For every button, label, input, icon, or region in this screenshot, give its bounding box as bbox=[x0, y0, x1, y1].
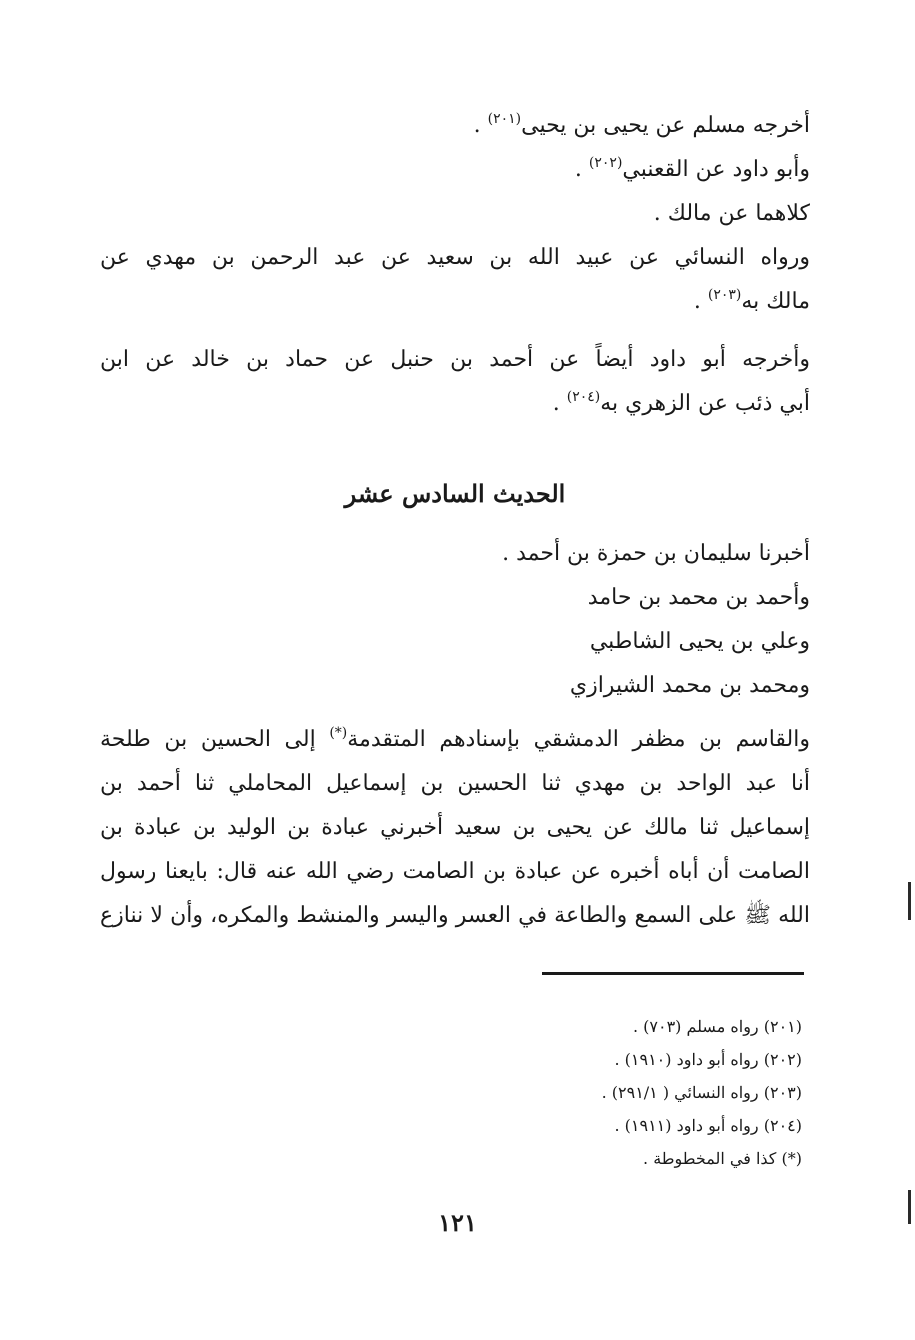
text-line: أخرجه مسلم عن يحيى بن يحيى$^{(٢٠١)}$ . bbox=[473, 111, 810, 138]
footnote-ref[interactable]: (*) bbox=[329, 725, 348, 741]
footnote: (٢٠١) رواه مسلم (٧٠٣) . bbox=[632, 1017, 802, 1036]
text-line: وأخرجه أبو داود أيضاً عن أحمد بن حنبل عن حماد بن خالد عن ابن bbox=[100, 347, 810, 372]
footnote-divider bbox=[542, 972, 804, 975]
hadith-text bbox=[100, 718, 810, 938]
text-line: ورواه النسائي عن عبيد الله بن سعيد عن عبد الرحمن بن مهدي عن bbox=[100, 245, 810, 270]
text-line: وأبو داود عن القعنبي$^{(٢٠٢)}$ . bbox=[574, 155, 810, 182]
text-line: أبي ذئب عن الزهري به$^{(٢٠٤)}$ . bbox=[552, 389, 810, 416]
footnote-ref[interactable]: (٢٠٣) bbox=[707, 287, 742, 303]
text-line: مالك به$^{(٢٠٣)}$ . bbox=[693, 287, 810, 314]
footnote: (٢٠٤) رواه أبو داود (١٩١١) . bbox=[614, 1116, 802, 1135]
footnote-ref[interactable]: (٢٠٤) bbox=[566, 389, 601, 405]
scan-edge-mark bbox=[908, 882, 911, 920]
chain-section bbox=[100, 532, 810, 708]
footnote: (٢٠٢) رواه أبو داود (١٩١٠) . bbox=[614, 1050, 802, 1069]
intro-section bbox=[100, 104, 810, 324]
text-line: أخبرنا سليمان بن حمزة بن أحمد . bbox=[502, 541, 810, 566]
footnote: (*) كذا في المخطوطة . bbox=[643, 1149, 802, 1168]
text-line: ومحمد بن محمد الشيرازي bbox=[569, 673, 810, 698]
text-line: وعلي بن يحيى الشاطبي bbox=[589, 629, 810, 654]
text-line: والقاسم بن مظفر الدمشقي بإسنادهم المتقدمة(*) إلى الحسين بن طلحة bbox=[100, 725, 810, 752]
footnote: (٢٠٣) رواه النسائي ( ٢٩١/١) . bbox=[601, 1083, 802, 1102]
intro-section-2 bbox=[100, 338, 810, 426]
text-line: الله ﷺ على السمع والطاعة في العسر واليسر والمنشط والمكره، وأن لا ننازع bbox=[100, 903, 810, 928]
section-heading: الحديث السادس عشر bbox=[344, 479, 566, 508]
text-line: الصامت أن أباه أخبره عن عبادة بن الصامت رضي الله عنه قال: بايعنا رسول bbox=[100, 859, 810, 884]
scan-edge-mark bbox=[908, 1190, 911, 1224]
page-number: ١٢١ bbox=[438, 1208, 477, 1237]
footnote-ref[interactable]: (٢٠١) bbox=[487, 111, 522, 127]
text-line: كلاهما عن مالك . bbox=[653, 201, 810, 226]
text-line: وأحمد بن محمد بن حامد bbox=[587, 585, 810, 610]
text-line: أنا عبد الواحد بن مهدي ثنا الحسين بن إسماعيل المحاملي ثنا أحمد بن bbox=[100, 771, 810, 796]
footnote-ref[interactable]: (٢٠٢) bbox=[588, 155, 623, 171]
footnotes bbox=[100, 1010, 810, 1175]
text-line: إسماعيل ثنا مالك عن يحيى بن سعيد أخبرني عبادة بن الوليد بن عبادة بن bbox=[100, 815, 810, 840]
